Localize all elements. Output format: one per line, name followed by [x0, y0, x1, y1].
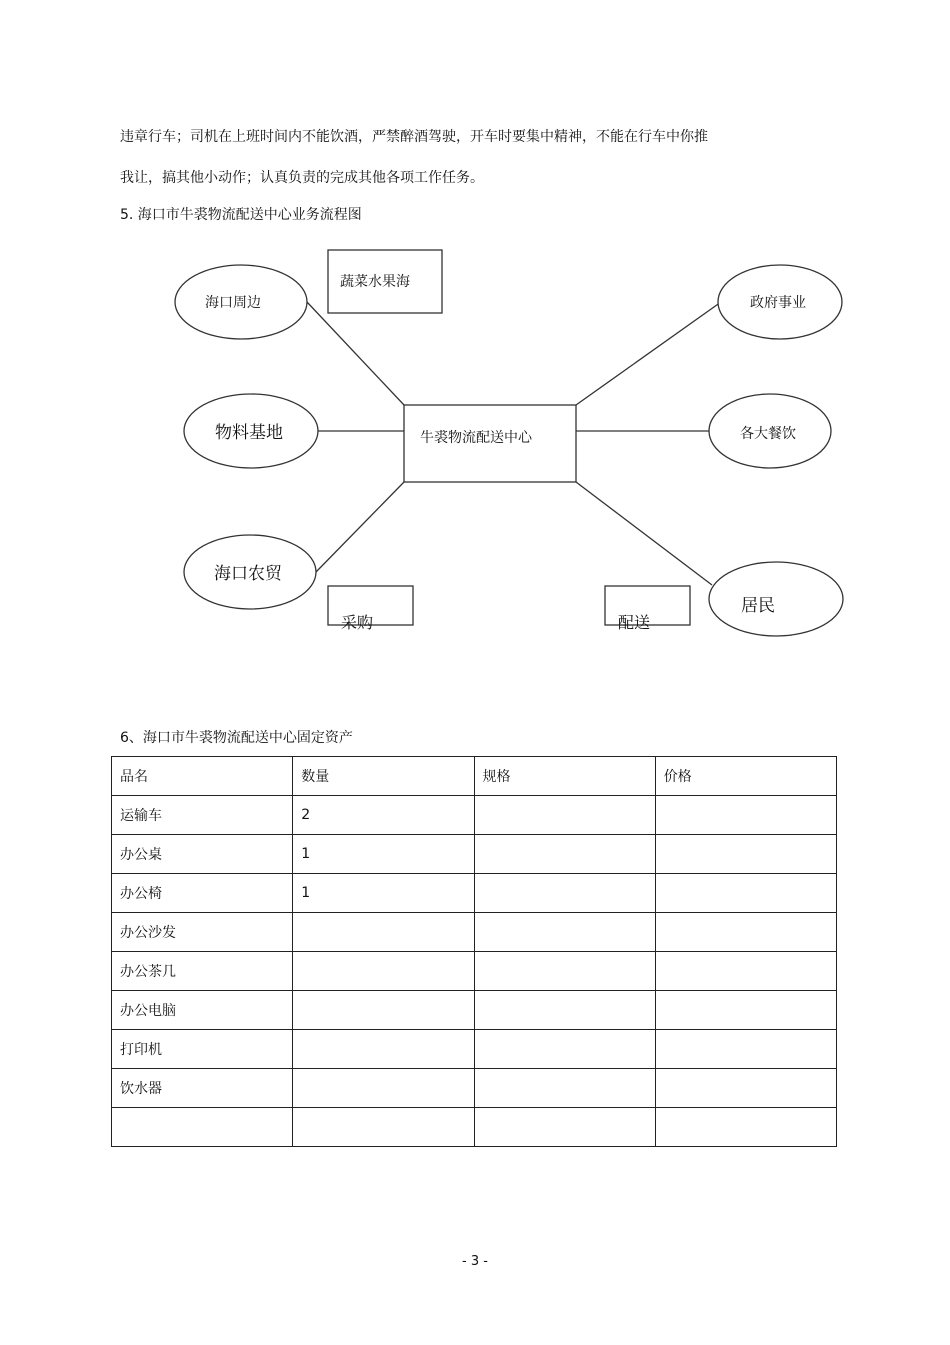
table-row: [112, 1069, 837, 1108]
table-cell: [293, 913, 474, 952]
table-cell: [474, 1108, 655, 1147]
table-cell: 打印机: [112, 1030, 293, 1069]
fixed-assets-table: [111, 756, 837, 1147]
header-cell-spec: 规格: [474, 757, 655, 796]
source-node-surrounding-label: 海口周边: [205, 295, 261, 311]
table-cell: [293, 1030, 474, 1069]
destination-node-government-label: 政府事业: [750, 295, 806, 311]
table-cell: [474, 796, 655, 835]
source-node-base-label: 物料基地: [215, 423, 283, 443]
destination-node-residents-label: 居民: [741, 596, 775, 616]
assets-heading: 6、海口市牛裘物流配送中心固定资产: [120, 730, 353, 746]
page-number: - 3 -: [462, 1254, 488, 1269]
table-cell: [474, 874, 655, 913]
table-cell: [293, 1108, 474, 1147]
table-cell: [655, 952, 836, 991]
table-row: [112, 952, 837, 991]
header-cell-name: 品名: [112, 757, 293, 796]
table-cell: [474, 913, 655, 952]
table-cell: [655, 991, 836, 1030]
table-row: [112, 1030, 837, 1069]
table-cell: [655, 913, 836, 952]
table-header-row: [112, 757, 837, 796]
table-cell: 饮水器: [112, 1069, 293, 1108]
source-node-market-label: 海口农贸: [214, 564, 282, 584]
delivery-label: 配送: [618, 613, 651, 632]
table-cell: [655, 874, 836, 913]
table-row: [112, 835, 837, 874]
table-cell: [293, 991, 474, 1030]
table-cell: [655, 1030, 836, 1069]
header-cell-quantity: 数量: [293, 757, 474, 796]
table-cell: [474, 1030, 655, 1069]
table-cell: [655, 835, 836, 874]
table-cell: [474, 1069, 655, 1108]
table-cell: 办公沙发: [112, 913, 293, 952]
table-cell: 运输车: [112, 796, 293, 835]
table-row: [112, 796, 837, 835]
table-cell: [293, 952, 474, 991]
table-cell: 办公椅: [112, 874, 293, 913]
edge-center-to-government: [576, 302, 721, 405]
header-cell-price: 价格: [655, 757, 836, 796]
table-cell: [474, 991, 655, 1030]
destination-node-residents: [709, 562, 843, 636]
center-node-label: 牛裘物流配送中心: [420, 430, 532, 446]
body-paragraph-line-2: 我让，搞其他小动作；认真负责的完成其他各项工作任务。: [120, 170, 484, 186]
table-cell: 办公桌: [112, 835, 293, 874]
destination-node-restaurants-label: 各大餐饮: [740, 426, 796, 442]
edge-market-to-center: [316, 482, 404, 572]
table-cell: 1: [293, 874, 474, 913]
table-cell: 办公茶几: [112, 952, 293, 991]
table-row: [112, 913, 837, 952]
table-cell: 1: [293, 835, 474, 874]
table-row: [112, 1108, 837, 1147]
table-cell: [655, 796, 836, 835]
table-cell: [474, 835, 655, 874]
table-cell: [112, 1108, 293, 1147]
edge-surrounding-to-center: [307, 302, 404, 405]
flowchart-heading: 5. 海口市牛裘物流配送中心业务流程图: [120, 207, 362, 223]
table-cell: 2: [293, 796, 474, 835]
table-cell: [293, 1069, 474, 1108]
table-cell: [474, 952, 655, 991]
table-row: [112, 874, 837, 913]
table-row: [112, 991, 837, 1030]
purchase-label: 采购: [341, 613, 374, 632]
table-cell: 办公电脑: [112, 991, 293, 1030]
table-cell: [655, 1069, 836, 1108]
produce-note-label: 蔬菜水果海: [340, 274, 410, 290]
table-cell: [655, 1108, 836, 1147]
edge-center-to-residents: [576, 482, 712, 585]
body-paragraph-line-1: 违章行车；司机在上班时间内不能饮酒，严禁醉酒驾驶，开车时要集中精神，不能在行车中你推: [120, 129, 708, 145]
